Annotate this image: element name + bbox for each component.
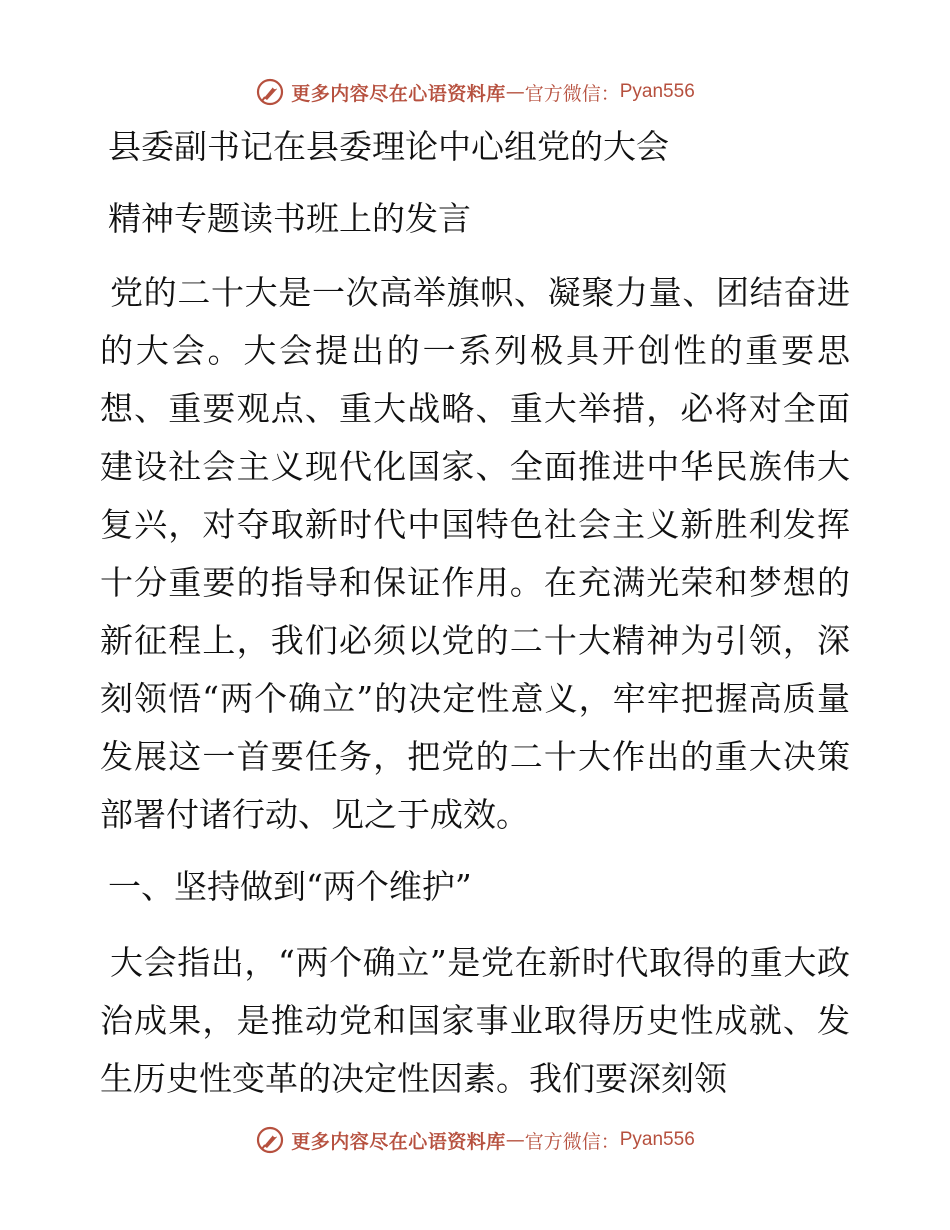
watermark-wechat-id: Pyan556 [619, 1129, 695, 1150]
paragraph-2: 大会指出，“两个确立”是党在新时代取得的重大政治成果，是推动党和国家事业取得历史性成就、发生历史性变革的决定性因素。我们要深刻领 [100, 943, 850, 1098]
footer-watermark [0, 1120, 950, 1160]
watermark-dash: — [505, 1129, 525, 1151]
document-body [100, 118, 850, 1108]
document-title-line-2: 精神专题读书班上的发言 [108, 199, 471, 238]
paragraph-1: 党的二十大是一次高举旗帜、凝聚力量、团结奋进的大会。大会提出的一系列极具开创性的重要思想、重要观点、重大战略、重大举措，必将对全面建设社会主义现代化国家、全面推进中华民族伟大复兴，对夺取新时代中国特色社会主义新胜利发挥十分重要的指导和保证作用。在充满光荣和梦想的新征程上，我们必须以党的二十大精神为引领，深刻领悟“两个确立”的决定性意义，牢牢把握高质量发展这一首要任务，把党的二十大作出的重大决策部署付诸行动、见之于成效。 [100, 273, 850, 834]
pen-nib-logo-icon [255, 1125, 285, 1155]
pen-nib-logo-icon [255, 77, 285, 107]
watermark-text: 更多内容尽在心语资料库 [291, 82, 506, 105]
watermark-wechat-id: Pyan556 [619, 81, 695, 102]
watermark-wechat-label: 官方微信： [524, 82, 620, 105]
watermark-text: 更多内容尽在心语资料库 [291, 1130, 506, 1153]
document-title-line-1: 县委副书记在县委理论中心组党的大会 [108, 127, 669, 166]
watermark-dash: — [505, 81, 525, 103]
watermark-wechat-label: 官方微信： [524, 1130, 620, 1153]
header-watermark [0, 72, 950, 112]
section-heading-1: 一、坚持做到“两个维护” [108, 867, 472, 906]
